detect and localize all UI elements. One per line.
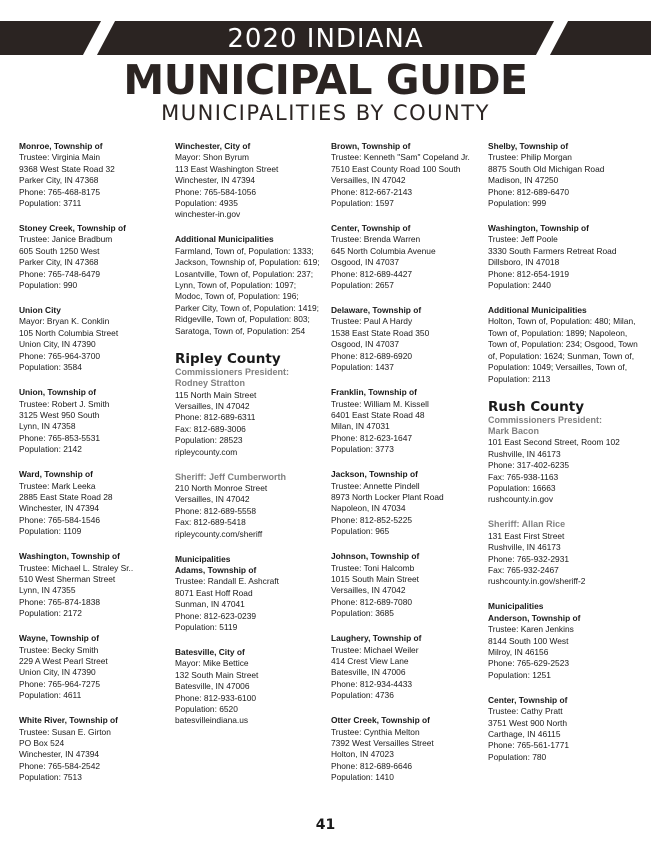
entry-line: Phone: 765-561-1771 — [488, 740, 570, 751]
sheriff-block — [488, 519, 638, 587]
entry-line: Trustee: Brenda Warren — [331, 234, 421, 245]
county-name: Ripley County — [175, 350, 281, 367]
entry-line: 3125 West 950 South — [19, 409, 100, 420]
entry-line: 131 East First Street — [488, 530, 565, 541]
entry-line: Osgood, IN 47037 — [331, 257, 399, 268]
entry-line: Phone: 812-852-5225 — [331, 514, 413, 525]
entry-line: Trustee: Philip Morgan — [488, 152, 572, 163]
listing-entry — [488, 141, 638, 209]
sheriff-name: Sheriff: Allan Rice — [488, 519, 566, 530]
entry-line: 2885 East State Road 28 — [19, 491, 113, 502]
entry-line: Population: 28523 — [175, 435, 243, 446]
entry-name: Center, Township of — [488, 694, 568, 705]
entry-name: Otter Creek, Township of — [331, 715, 430, 726]
county-block — [175, 351, 325, 458]
listing-entry — [175, 554, 325, 634]
entry-line: Phone: 812-689-4427 — [331, 268, 413, 279]
column-4 — [488, 141, 638, 777]
entry-name: Washington, Township of — [488, 223, 589, 234]
column-1 — [19, 141, 169, 797]
listing-entry — [175, 141, 325, 221]
entry-line: Population: 2142 — [19, 444, 82, 455]
entry-line: Versailles, IN 47042 — [175, 400, 250, 411]
column-2 — [175, 141, 325, 740]
entry-line: Trustee: Virginia Main — [19, 152, 100, 163]
entry-line: 1015 South Main Street — [331, 573, 419, 584]
listing-entry — [331, 551, 481, 619]
entry-line: Population: 1437 — [331, 362, 394, 373]
entry-line: 605 South 1250 West — [19, 245, 100, 256]
entry-line: Trustee: Robert J. Smith — [19, 398, 110, 409]
entry-line: Winchester, IN 47394 — [175, 175, 256, 186]
entry-line: Population: 3711 — [19, 198, 82, 209]
entry-line: Phone: 765-584-1056 — [175, 186, 257, 197]
entry-line: Population: 1410 — [331, 772, 394, 783]
listing-entry — [488, 601, 638, 681]
entry-line: Trustee: Kenneth "Sam" Copeland Jr. — [331, 152, 470, 163]
entry-line: Phone: 812-689-6311 — [175, 412, 256, 423]
entry-line: batesvilleindiana.us — [175, 715, 249, 726]
entry-name: Anderson, Township of — [488, 612, 581, 623]
page-number: 41 — [315, 817, 336, 833]
entry-name: Union City — [19, 305, 61, 316]
entry-line: Population: 5119 — [175, 622, 238, 632]
listing-entry — [19, 387, 169, 455]
entry-line: 3330 South Farmers Retreat Road — [488, 245, 617, 256]
entry-line: Trustee: Annette Pindell — [331, 480, 420, 491]
entry-line: 414 Crest View Lane — [331, 656, 409, 666]
entry-line: Trustee: Mark Leeka — [19, 480, 96, 491]
entry-line: Versailles, IN 47042 — [331, 585, 406, 596]
entry-name: Adams, Township of — [175, 564, 257, 575]
entry-line: 645 North Columbia Avenue — [331, 245, 436, 256]
entry-name: Johnson, Township of — [331, 551, 420, 562]
entry-line: Population: 4736 — [331, 690, 394, 701]
entry-line: Osgood, IN 47037 — [331, 339, 399, 350]
entry-line: Phone: 812-689-7080 — [331, 596, 413, 607]
sheriff-block — [175, 472, 325, 540]
entry-line: Population: 1251 — [488, 669, 551, 680]
listing-entry — [175, 647, 325, 727]
entry-line: Phone: 812-689-5558 — [175, 505, 257, 516]
entry-line: 105 North Columbia Street — [19, 327, 119, 338]
entry-line: Dillsboro, IN 47018 — [488, 257, 560, 268]
entry-line: Phone: 812-689-6920 — [331, 350, 413, 361]
entry-line: Union City, IN 47390 — [19, 339, 96, 350]
listing-entry — [331, 715, 481, 783]
entry-line: Versailles, IN 47042 — [175, 494, 250, 505]
entry-line: ripleycounty.com — [175, 446, 238, 457]
entry-line: Madison, IN 47250 — [488, 175, 559, 186]
entry-line: Sunman, IN 47041 — [175, 599, 245, 610]
entry-line: Fax: 765-938-1163 — [488, 471, 559, 482]
column-3 — [331, 141, 481, 797]
entry-line: Milroy, IN 46156 — [488, 647, 549, 657]
entry-line: 9368 West State Road 32 — [19, 163, 115, 174]
entry-name: Ward, Township of — [19, 469, 93, 480]
entry-name: Franklin, Township of — [331, 387, 417, 398]
listing-entry — [19, 469, 169, 537]
listing-entry — [488, 223, 638, 291]
entry-line: Trustee: Cathy Pratt — [488, 706, 563, 717]
entry-line: Trustee: Jeff Poole — [488, 234, 558, 245]
entry-line: Population: 7513 — [19, 772, 82, 783]
entry-line: Carthage, IN 46115 — [488, 729, 561, 740]
entry-line: Phone: 812-933-6100 — [175, 692, 257, 703]
listing-entry — [331, 469, 481, 537]
entry-line: Phone: 812-934-4433 — [331, 678, 413, 689]
entry-line: Winchester, IN 47394 — [19, 503, 100, 514]
county-name: Rush County — [488, 398, 585, 415]
county-role: Commissioners President: — [175, 366, 290, 377]
entry-name: Wayne, Township of — [19, 633, 100, 644]
entry-line: Trustee: Toni Halcomb — [331, 562, 415, 573]
entry-line: Milan, IN 47031 — [331, 421, 390, 432]
entry-line: Batesville, IN 47006 — [175, 681, 250, 692]
section-heading: Additional Municipalities — [175, 234, 274, 245]
entry-line: Fax: 812-689-3006 — [175, 423, 246, 434]
note-text: Holton, Town of, Population: 480; Milan, Town of, Population: 1899; Napoleon, Town of, Population: 234; Osgood, Town of, Population: 1624; Sunman, Town of, Population: 1049; Versailles, Town of, Population: 2113 — [488, 316, 638, 384]
entry-name: Monroe, Township of — [19, 141, 103, 151]
entry-line: 132 South Main Street — [175, 669, 259, 680]
additional-municipalities — [488, 305, 638, 385]
entry-line: Trustee: Susan E. Girton — [19, 726, 111, 737]
county-official: Mark Bacon — [488, 425, 540, 436]
entry-line: rushcounty.in.gov/sheriff-2 — [488, 576, 586, 587]
entry-line: 229 A West Pearl Street — [19, 656, 108, 666]
entry-line: 6401 East State Road 48 — [331, 409, 425, 420]
entry-line: Population: 4611 — [19, 690, 82, 701]
entry-line: Population: 6520 — [175, 704, 238, 715]
sheriff-name: Sheriff: Jeff Cumberworth — [175, 471, 287, 482]
entry-line: Phone: 317-402-6235 — [488, 460, 570, 471]
entry-line: Phone: 812-667-2143 — [331, 186, 413, 197]
entry-line: Phone: 812-689-6646 — [331, 760, 413, 771]
entry-line: Trustee: Paul A Hardy — [331, 316, 413, 327]
entry-name: Winchester, City of — [175, 141, 251, 151]
entry-line: Parker City, IN 47368 — [19, 175, 99, 186]
entry-line: Population: 1597 — [331, 198, 394, 209]
entry-line: Mayor: Shon Byrum — [175, 152, 250, 163]
entry-line: Population: 4935 — [175, 198, 238, 209]
entry-line: Population: 2657 — [331, 280, 394, 291]
entry-line: ripleycounty.com/sheriff — [175, 528, 263, 539]
entry-line: Mayor: Bryan K. Conklin — [19, 316, 110, 327]
entry-line: Phone: 765-584-2542 — [19, 760, 101, 771]
entry-line: Union City, IN 47390 — [19, 667, 96, 678]
header-banner — [0, 21, 651, 55]
entry-line: PO Box 524 — [19, 738, 65, 749]
banner-title: 2020 INDIANA — [227, 24, 424, 54]
entry-line: Population: 2172 — [19, 608, 82, 619]
entry-name: White River, Township of — [19, 715, 118, 726]
listing-entry — [19, 551, 169, 619]
entry-line: Lynn, IN 47355 — [19, 585, 76, 596]
entry-name: Center, Township of — [331, 223, 411, 234]
entry-line: Napoleon, IN 47034 — [331, 503, 406, 514]
listing-entry — [488, 695, 638, 763]
entry-line: Population: 16663 — [488, 482, 556, 493]
entry-line: Rushville, IN 46173 — [488, 448, 561, 459]
entry-line: Trustee: Karen Jenkins — [488, 624, 574, 635]
entry-line: Trustee: Michael Weiler — [331, 644, 419, 655]
entry-line: Fax: 765-932-2467 — [488, 564, 559, 575]
entry-line: 7392 West Versailles Street — [331, 738, 434, 749]
entry-line: 8875 South Old Michigan Road — [488, 163, 605, 174]
entry-line: Trustee: Randall E. Ashcraft — [175, 576, 279, 587]
entry-name: Washington, Township of — [19, 551, 120, 562]
entry-line: Phone: 765-874-1838 — [19, 596, 101, 607]
entry-line: Trustee: Becky Smith — [19, 644, 99, 655]
entry-line: Population: 3773 — [331, 444, 394, 455]
entry-line: Rushville, IN 46173 — [488, 542, 561, 553]
listing-entry — [19, 305, 169, 373]
entry-line: Fax: 812-689-5418 — [175, 517, 246, 528]
page-subtitle: MUNICIPALITIES BY COUNTY — [161, 101, 490, 125]
entry-name: Union, Township of — [19, 387, 97, 398]
entry-line: Trustee: Michael L. Straley Sr.. — [19, 562, 134, 573]
entry-line: Phone: 765-748-6479 — [19, 268, 101, 279]
entry-line: 1538 East State Road 350 — [331, 327, 430, 338]
listing-entry — [19, 141, 169, 209]
entry-line: Phone: 765-853-5531 — [19, 432, 101, 443]
entry-line: 7510 East County Road 100 South — [331, 163, 461, 174]
entry-line: Population: 2440 — [488, 280, 551, 291]
entry-line: 8973 North Locker Plant Road — [331, 491, 444, 502]
entry-name: Brown, Township of — [331, 141, 411, 151]
entry-line: Mayor: Mike Bettice — [175, 658, 249, 669]
section-heading: Municipalities — [175, 553, 231, 564]
entry-line: 510 West Sherman Street — [19, 573, 116, 584]
entry-line: Trustee: Janice Bradbum — [19, 234, 113, 245]
entry-line: Holton, IN 47023 — [331, 749, 394, 760]
entry-line: 8144 South 100 West — [488, 635, 569, 646]
entry-line: Population: 1109 — [19, 526, 82, 537]
entry-line: 115 North Main Street — [175, 389, 257, 400]
entry-line: rushcounty.in.gov — [488, 494, 554, 505]
entry-line: 8071 East Hoff Road — [175, 587, 253, 598]
entry-line: Lynn, IN 47358 — [19, 421, 76, 432]
listing-entry — [331, 305, 481, 373]
entry-line: Parker City, IN 47368 — [19, 257, 99, 268]
entry-line: Batesville, IN 47006 — [331, 667, 406, 678]
listing-entry — [331, 141, 481, 209]
entry-line: Phone: 812-654-1919 — [488, 268, 570, 279]
entry-name: Jackson, Township of — [331, 469, 418, 480]
entry-line: Population: 780 — [488, 751, 547, 762]
entry-line: Population: 999 — [488, 198, 547, 209]
entry-line: 113 East Washington Street — [175, 163, 279, 174]
entry-line: 3751 West 900 North — [488, 717, 567, 728]
entry-line: Phone: 812-623-1647 — [331, 432, 413, 443]
entry-line: Versailles, IN 47042 — [331, 175, 406, 186]
page-title: MUNICIPAL GUIDE — [123, 56, 528, 104]
section-heading: Additional Municipalities — [488, 305, 587, 316]
section-heading: Municipalities — [488, 601, 544, 612]
listing-entry — [19, 633, 169, 701]
additional-municipalities — [175, 234, 325, 337]
entry-name: Delaware, Township of — [331, 305, 422, 316]
entry-line: Phone: 812-623-0239 — [175, 610, 257, 621]
listing-entry — [19, 223, 169, 291]
county-official: Rodney Stratton — [175, 378, 246, 389]
listing-entry — [331, 633, 481, 701]
entry-name: Batesville, City of — [175, 647, 245, 657]
entry-line: Winchester, IN 47394 — [19, 749, 100, 760]
entry-line: Trustee: William M. Kissell — [331, 398, 429, 409]
entry-line: Population: 990 — [19, 280, 78, 291]
entry-line: Phone: 812-689-6470 — [488, 186, 570, 197]
entry-line: Population: 3685 — [331, 608, 394, 619]
entry-name: Shelby, Township of — [488, 141, 569, 151]
entry-line: Phone: 765-629-2523 — [488, 658, 570, 669]
entry-line: Phone: 765-964-7275 — [19, 678, 101, 689]
entry-line: Population: 965 — [331, 526, 390, 537]
entry-line: Phone: 765-584-1546 — [19, 514, 101, 525]
entry-line: Trustee: Cynthia Melton — [331, 726, 420, 737]
entry-line: Phone: 765-468-8175 — [19, 186, 101, 197]
county-role: Commissioners President: — [488, 414, 603, 425]
entry-line: winchester-in.gov — [175, 209, 241, 220]
entry-line: Phone: 765-964-3700 — [19, 350, 101, 361]
entry-line: Population: 3584 — [19, 362, 82, 373]
entry-name: Laughery, Township of — [331, 633, 422, 644]
entry-line: Phone: 765-932-2931 — [488, 553, 570, 564]
entry-line: 101 East Second Street, Room 102 — [488, 437, 620, 448]
note-text: Farmland, Town of, Population: 1333; Jackson, Township of, Population: 619; Losantville, Town of, Population: 237; Lynn, Town of, Population: 1097; Modoc, Town of, Population: 196; Parker City, Town of, Population: 1419; Ridgeville, Town of, Population: 803; Saratoga, Town of, Population: 254 — [175, 245, 320, 336]
listing-entry — [331, 223, 481, 291]
county-block — [488, 399, 638, 506]
entry-line: 210 North Monroe Street — [175, 482, 268, 493]
listing-entry — [331, 387, 481, 455]
entry-name: Stoney Creek, Township of — [19, 223, 126, 234]
listing-entry — [19, 715, 169, 783]
